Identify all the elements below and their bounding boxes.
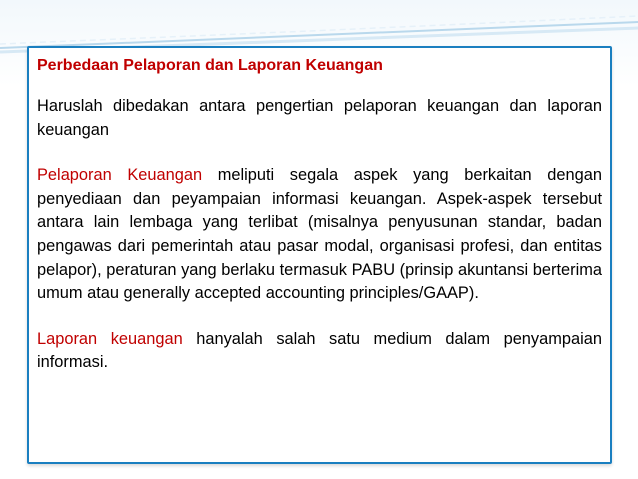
pelaporan-term: Pelaporan Keuangan bbox=[37, 166, 203, 185]
pelaporan-text: meliputi segala aspek yang berkaitan dengan penyediaan dan peyampaian informasi keuangan. Aspek-aspek tersebut antara lain lembaga yang terlibat (misalnya penyusunan standar, badan pengawas dari pemerintah atau pasar modal, organisasi profesi, dan entitas pelapor), peraturan yang berlaku termasuk PABU (prinsip akuntansi berterima umum atau generally accepted accounting principles/GAAP). bbox=[37, 166, 602, 303]
intro-paragraph: Haruslah dibedakan antara pengertian pelaporan keuangan dan laporan keuangan bbox=[37, 97, 602, 139]
content-box bbox=[27, 46, 612, 464]
pelaporan-paragraph bbox=[37, 164, 602, 306]
laporan-term: Laporan keuangan bbox=[37, 329, 183, 348]
laporan-paragraph bbox=[37, 328, 602, 375]
slide-title: Perbedaan Pelaporan dan Laporan Keuangan bbox=[37, 57, 383, 74]
laporan-text: hanyalah salah satu medium dalam penyampaian informasi. bbox=[37, 329, 602, 372]
